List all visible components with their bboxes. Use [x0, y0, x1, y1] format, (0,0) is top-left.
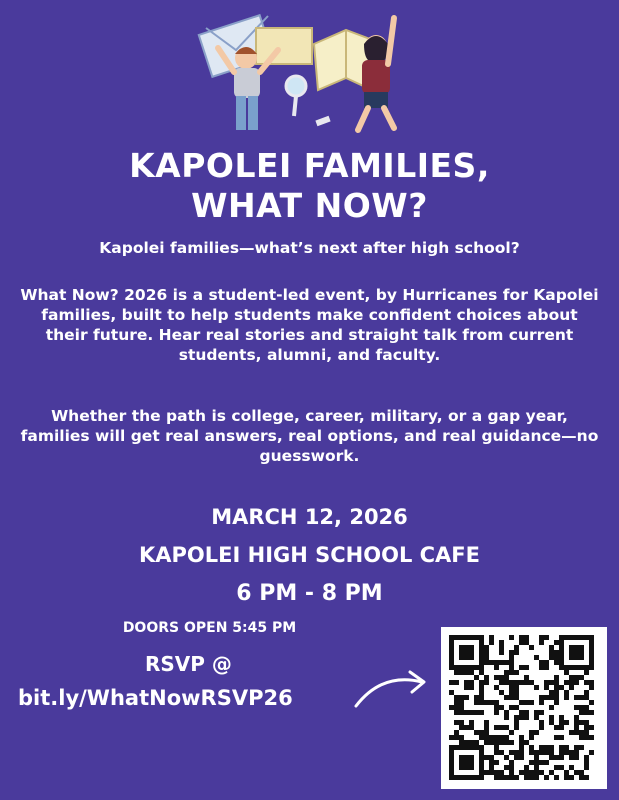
page-title	[0, 146, 619, 226]
paths-paragraph: Whether the path is college, career, military, or a gap year, families will get real answers, real options, and real guidance—no guesswork.	[20, 407, 599, 465]
event-time: 6 PM - 8 PM	[236, 581, 383, 606]
title-line-2: WHAT NOW?	[191, 186, 428, 225]
subtitle: Kapolei families—what’s next after high school?	[99, 239, 520, 257]
curved-arrow-icon	[352, 662, 432, 712]
rsvp-link[interactable]: bit.ly/WhatNowRSVP26	[18, 686, 293, 710]
students-reading-illustration	[196, 6, 416, 146]
title-line-1: KAPOLEI FAMILIES,	[129, 146, 490, 185]
event-venue: KAPOLEI HIGH SCHOOL CAFE	[139, 543, 480, 567]
qr-code[interactable]	[441, 627, 607, 789]
event-date: MARCH 12, 2026	[211, 505, 408, 529]
rsvp-label: RSVP @	[145, 652, 232, 676]
doors-open: DOORS OPEN 5:45 PM	[122, 620, 297, 636]
description-paragraph: What Now? 2026 is a student-led event, by Hurricanes for Kapolei families, built to help students make confident choices about their future. Hear real stories and straight talk from current students, alumni, and faculty.	[20, 286, 599, 364]
